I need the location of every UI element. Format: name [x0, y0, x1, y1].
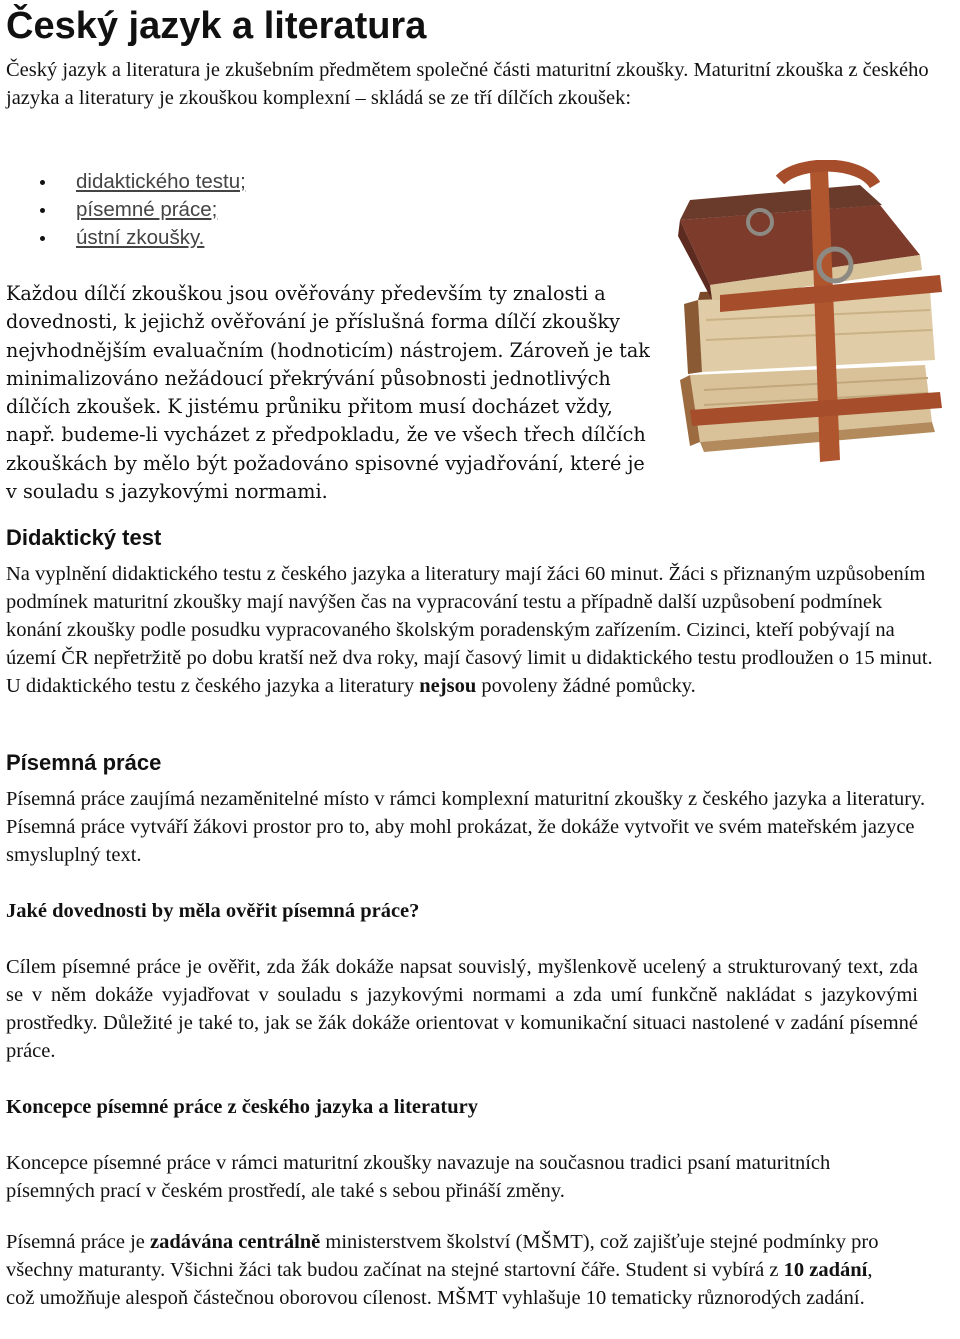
- page-title: Český jazyk a literatura: [6, 5, 427, 47]
- paragraph-text: povoleny žádné pomůcky.: [476, 675, 696, 697]
- paragraph-text: Na vyplnění didaktického testu z českého jazyka a literatury mají žáci 60 minut. Žáci s přiznaným uzpůsobením podmínek maturitní zkoušky mají navýšen čas na vypracování testu a případně další uzpůsobení podmínek konání zkoušky podle posudku vypracovaného školským poradenským zařízením. Cizinci, kteří pobývají na území ČR nepřetržitě po dobu kratší než dva roky, mají časový limit u didaktického testu prodloužen o 15 minut. U didaktického testu z českého jazyka a literatury: [6, 563, 933, 697]
- koncepce-paragraph: Koncepce písemné práce v rámci maturitní zkoušky navazuje na současnou tradici psaní maturitních písemných prací v českém prostředí, ale také s sebou přináší změny.: [6, 1152, 831, 1202]
- section-heading-didakticky-test: Didaktický test: [6, 525, 162, 550]
- bullet-icon: [40, 180, 45, 185]
- pisemna-prace-paragraph: Písemná práce zaujímá nezaměnitelné místo v rámci komplexní maturitní zkoušky z českého jazyka a literatury. Písemná práce vytváří žákovi prostor pro to, aby mohl prokázat, že dokáže vytvořit ve svém mateřském jazyce smysluplný text.: [6, 788, 926, 866]
- subheading-dovednosti: Jaké dovednosti by měla ověřit písemná práce?: [6, 900, 420, 922]
- didakticky-test-paragraph: [6, 560, 936, 700]
- emphasis-text: zadávána centrálně: [150, 1231, 321, 1253]
- bullet-icon: [40, 208, 45, 213]
- emphasis-text: nejsou: [419, 675, 477, 697]
- intro-paragraph: Český jazyk a literatura je zkušebním předmětem společné části maturitní zkoušky. Maturitní zkouška z českého jazyka a literatury je zkouškou komplexní – skládá se ze tří dílčích zkoušek:: [6, 59, 929, 109]
- list-item: [40, 196, 246, 224]
- stacked-books-image: [660, 160, 960, 470]
- zadani-paragraph: [6, 1228, 906, 1312]
- overview-paragraph: Každou dílčí zkouškou jsou ověřovány především ty znalosti a dovednosti, k jejichž ověřování je příslušná forma dílčí zkoušky nejvhodnějším evaluačním (hodnoticím) nástrojem. Zároveň je tak minimalizováno nežádoucí překrývání působnosti jednotlivých dílčích zkoušek. K jistému průniku přitom musí docházet vždy, např. budeme-li vycházet z předpokladu, že ve všech třech dílčích zkouškách by mělo být požadováno spisovné vyjadřování, které je v souladu s jazykovými normami.: [6, 282, 650, 504]
- paragraph-text: Písemná práce je: [6, 1231, 151, 1253]
- emphasis-text: 10 zadání: [783, 1259, 868, 1281]
- paragraph-text: , což umožňuje alespoň částečnou oborovou cílenost. MŠMT vyhlašuje 10 tematicky různorodých zadání.: [6, 1259, 873, 1309]
- subheading-koncepce: Koncepce písemné práce z českého jazyka a literatury: [6, 1096, 478, 1118]
- section-heading-pisemna-prace: Písemná práce: [6, 750, 162, 775]
- list-item: [40, 224, 246, 252]
- paragraph-text: ministerstvem školství (MŠMT), což zajišťuje stejné podmínky pro všechny maturanty. Všichni žáci tak budou začínat na stejné startovní čáře. Student si vybírá z: [6, 1231, 879, 1281]
- link-didakticky-test[interactable]: didaktického testu;: [76, 170, 246, 193]
- dovednosti-paragraph: Cílem písemné práce je ověřit, zda žák dokáže napsat souvislý, myšlenkově ucelený a strukturovaný text, zda se v něm dokáže vyjadřovat v souladu s jazykovými normami a zda umí funkčně nakládat s jazykovými prostředky. Důležité je také to, jak se žák dokáže orientovat v komunikační situaci nastolené v zadání písemné práce.: [6, 956, 918, 1062]
- bullet-icon: [40, 236, 45, 241]
- link-ustni-zkouska[interactable]: ústní zkoušky.: [76, 226, 205, 249]
- link-pisemna-prace[interactable]: písemné práce;: [76, 198, 218, 221]
- exam-parts-list: [40, 168, 246, 252]
- list-item: [40, 168, 246, 196]
